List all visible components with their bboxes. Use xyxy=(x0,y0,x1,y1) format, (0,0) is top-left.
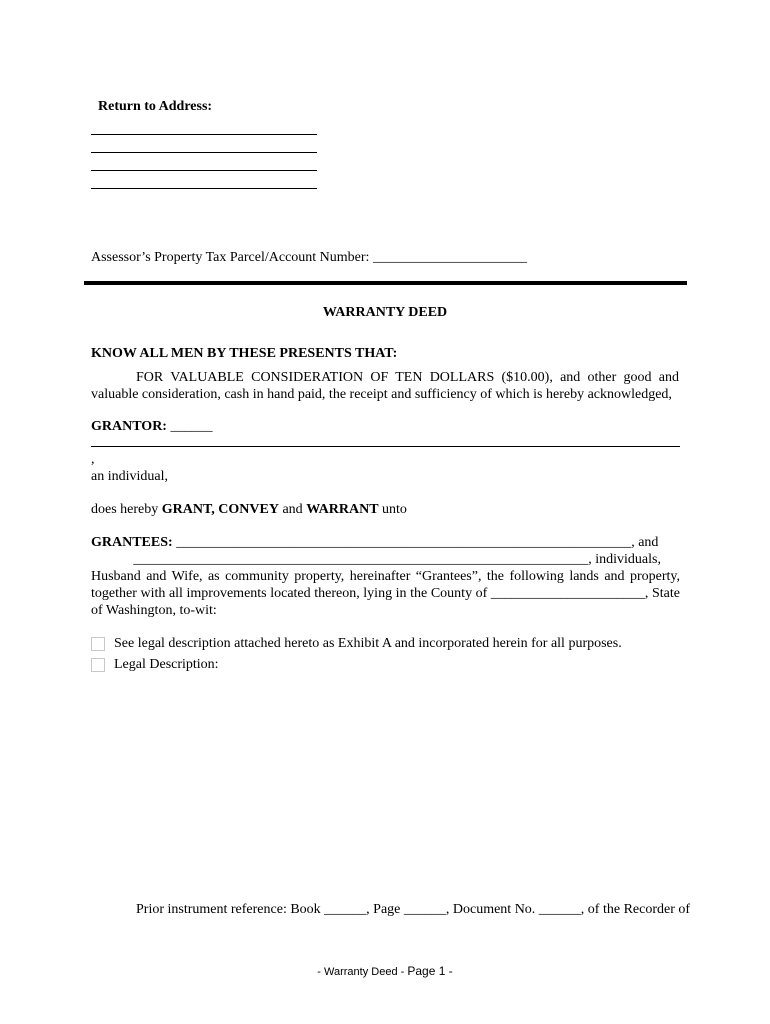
assessor-parcel-number: Assessor’s Property Tax Parcel/Account Number: ______________________ xyxy=(91,250,527,265)
return-address-line-3[interactable] xyxy=(91,170,317,171)
grantees-line-4: together with all improvements located thereon, lying in the County of ______________________, State xyxy=(91,586,680,601)
grant-prefix: does hereby xyxy=(91,502,162,517)
heavy-divider xyxy=(84,281,687,285)
grantees-line-5: of Washington, to-wit: xyxy=(91,603,217,618)
footer-doc-name: - Warranty Deed - xyxy=(317,966,408,978)
legal-description-label: Legal Description: xyxy=(114,657,219,672)
warrant-bold: WARRANT xyxy=(306,502,379,517)
return-address-line-1[interactable] xyxy=(91,134,317,135)
grantees-line-2[interactable]: _________________________________________________________________, individuals, xyxy=(133,552,661,567)
grantees-label: GRANTEES: xyxy=(91,535,173,550)
footer-page-number: Page 1 - xyxy=(407,964,453,978)
prior-instrument-reference: Prior instrument reference: Book ______, Page ______, Document No. ______, of the Recorder of xyxy=(136,902,691,917)
grant-mid: and xyxy=(278,502,307,517)
know-all-heading: KNOW ALL MEN BY THESE PRESENTS THAT: xyxy=(91,346,398,361)
page-footer xyxy=(0,964,770,978)
grantor-comma: , xyxy=(91,452,95,467)
grantees-line-3: Husband and Wife, as community property, hereinafter “Grantees”, the following lands and property, xyxy=(91,569,680,584)
grant-clause xyxy=(91,502,407,518)
grantees-row-1 xyxy=(91,535,661,551)
grant-suffix: unto xyxy=(378,502,407,517)
grantor-blank[interactable]: ______ xyxy=(170,419,213,434)
grantor-row xyxy=(91,419,212,435)
grantees-line-1[interactable]: _________________________________________________________________, and xyxy=(176,535,659,550)
grant-convey-bold: GRANT, CONVEY xyxy=(161,502,279,517)
grantor-name-line[interactable] xyxy=(91,446,680,447)
grantor-type: an individual, xyxy=(91,469,168,484)
consideration-line-2: valuable consideration, cash in hand paid, the receipt and sufficiency of which is hereby acknowledged, xyxy=(91,387,672,402)
legal-description-checkbox[interactable] xyxy=(91,658,105,672)
return-address-line-2[interactable] xyxy=(91,152,317,153)
return-address-line-4[interactable] xyxy=(91,188,317,189)
exhibit-a-checkbox[interactable] xyxy=(91,637,105,651)
exhibit-a-label: See legal description attached hereto as Exhibit A and incorporated herein for all purposes. xyxy=(114,636,622,651)
return-address-label: Return to Address: xyxy=(98,99,213,114)
consideration-line-1: FOR VALUABLE CONSIDERATION OF TEN DOLLARS ($10.00), and other good and xyxy=(136,370,679,385)
grantor-label: GRANTOR: xyxy=(91,419,167,434)
document-title: WARRANTY DEED xyxy=(322,305,448,320)
